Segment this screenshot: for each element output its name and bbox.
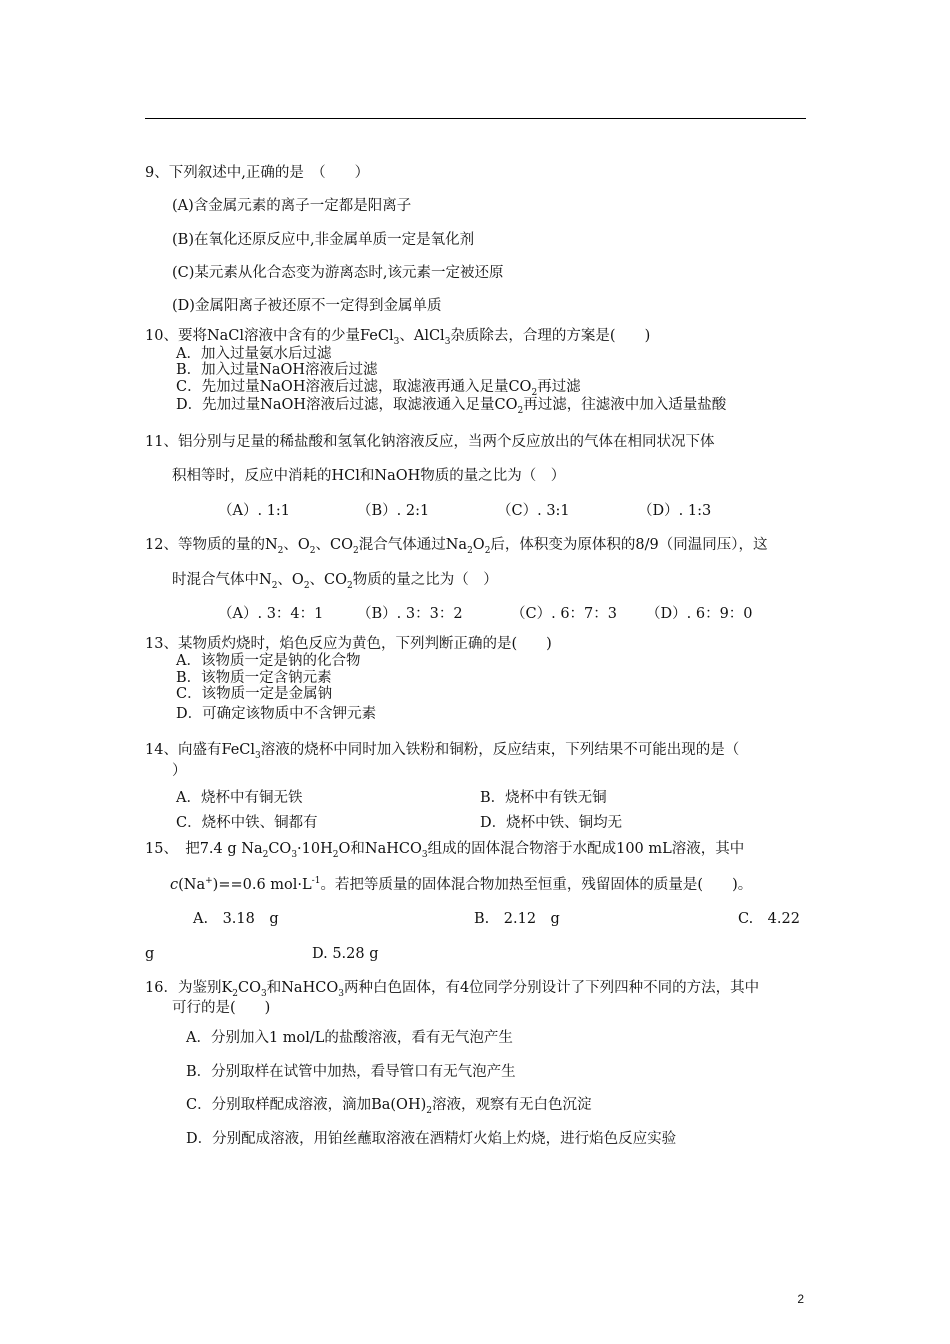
q13-option-a: A．该物质一定是钠的化合物: [176, 653, 361, 669]
q16-option-b: B．分别取样在试管中加热，看导管口有无气泡产生: [186, 1064, 516, 1080]
header-rule: [145, 118, 806, 119]
q9-option-c: (C)某元素从化合态变为游离态时,该元素一定被还原: [172, 265, 504, 281]
q16-stem-line1: 16．为鉴别$K_2CO_3$和NaHCO$_3$两种白色固体，有4位同学分别设计了下列四种不同的方法，其中: [145, 980, 760, 999]
page-number: 2: [797, 1292, 804, 1306]
q12-stem-line2: 时混合气体中$N_2$、$O_2$、$CO_2$物质的量之比为（ ）: [172, 572, 498, 591]
q15-stem-line2: c(Na+)==0.6 $mol\cdot L^{-1}$。若把等质量的固体混合物加热至恒重，残留固体的质量是( )。: [170, 876, 753, 893]
q15-option-c-unit: g: [145, 946, 155, 962]
q9-stem: 9、下列叙述中,正确的是 （ ）: [145, 165, 370, 181]
q9-option-b: (B)在氧化还原反应中,非金属单质一定是氧化剂: [172, 232, 475, 248]
q16-option-a: A．分别加入1 mol/L的盐酸溶液，看有无气泡产生: [186, 1030, 513, 1046]
q11-option-a: （A）. 1:1: [218, 503, 291, 519]
q11-option-d: （D）. 1:3: [638, 503, 712, 519]
q16-option-d: D．分别配成溶液，用铂丝蘸取溶液在酒精灯火焰上灼烧，进行焰色反应实验: [186, 1131, 677, 1147]
q15-option-d: D. 5.28 g: [312, 946, 379, 962]
q12-option-d: （D）. 6：9：0: [646, 606, 753, 622]
q14-stem-end: ）: [172, 763, 187, 779]
q13-stem: 13、某物质灼烧时，焰色反应为黄色，下列判断正确的是( ): [145, 636, 552, 652]
q11-stem-line1: 11、铝分别与足量的稀盐酸和氢氧化钠溶液反应，当两个反应放出的气体在相同状况下体: [145, 434, 715, 450]
q11-option-c: （C）. 3:1: [497, 503, 570, 519]
q13-option-b: B．该物质一定含钠元素: [176, 670, 332, 686]
q11-option-b: （B）. 2:1: [357, 503, 430, 519]
q12-option-b: （B）. 3：3：2: [357, 606, 463, 622]
q11-stem-line2: 积相等时，反应中消耗的HCl和NaOH物质的量之比为（ ）: [172, 468, 566, 484]
q12-option-a: （A）. 3：4：1: [218, 606, 324, 622]
q15-option-a: A. 3.18 g: [193, 911, 279, 927]
q9-option-a: (A)含金属元素的离子一定都是阳离子: [172, 198, 412, 214]
q15-stem-line1: 15、 把7.4 g $Na_2CO_3\cdot 10H_2O$和NaHCO$_3$组成的固体混合物溶于水配成100 mL溶液，其中: [145, 841, 745, 860]
q15-option-b: B. 2.12 g: [474, 911, 560, 927]
q10-stem: 10、要将NaCl溶液中含有的少量FeCl$_3$、AlCl$_3$杂质除去，合理的方案是( ): [145, 328, 651, 347]
q10-option-d: D．先加过量NaOH溶液后过滤，取滤液通入足量$CO_2$再过滤，往滤液中加入适量盐酸: [176, 397, 727, 416]
q14-option-d: D．烧杯中铁、铜均无: [480, 815, 623, 831]
q13-option-c: C．该物质一定是金属钠: [176, 686, 333, 702]
q9-option-d: (D)金属阳离子被还原不一定得到金属单质: [172, 298, 442, 314]
q14-option-b: B．烧杯中有铁无铜: [480, 790, 607, 806]
q16-option-c: C．分别取样配成溶液，滴加$Ba(OH)_2$溶液，观察有无白色沉淀: [186, 1097, 592, 1116]
q14-option-c: C．烧杯中铁、铜都有: [176, 815, 318, 831]
q14-option-a: A．烧杯中有铜无铁: [176, 790, 303, 806]
q13-option-d: D．可确定该物质中不含钾元素: [176, 706, 377, 722]
q10-option-c: C．先加过量NaOH溶液后过滤，取滤液再通入足量$CO_2$再过滤: [176, 379, 581, 398]
q10-option-a: A．加入过量氨水后过滤: [176, 346, 332, 362]
q12-option-c: （C）. 6：7：3: [511, 606, 617, 622]
q10-option-b: B．加入过量NaOH溶液后过滤: [176, 362, 378, 378]
q12-stem-line1: 12、等物质的量的$N_2$、$O_2$、$CO_2$混合气体通过$Na_2O_2$后，体积变为原体积的8/9（同温同压），这: [145, 537, 768, 556]
q14-stem: 14、向盛有FeCl$_3$溶液的烧杯中同时加入铁粉和铜粉，反应结束，下列结果不可能出现的是（: [145, 742, 740, 761]
q16-stem-line2: 可行的是( ): [172, 1000, 271, 1016]
q15-option-c: C. 4.22: [738, 911, 800, 927]
